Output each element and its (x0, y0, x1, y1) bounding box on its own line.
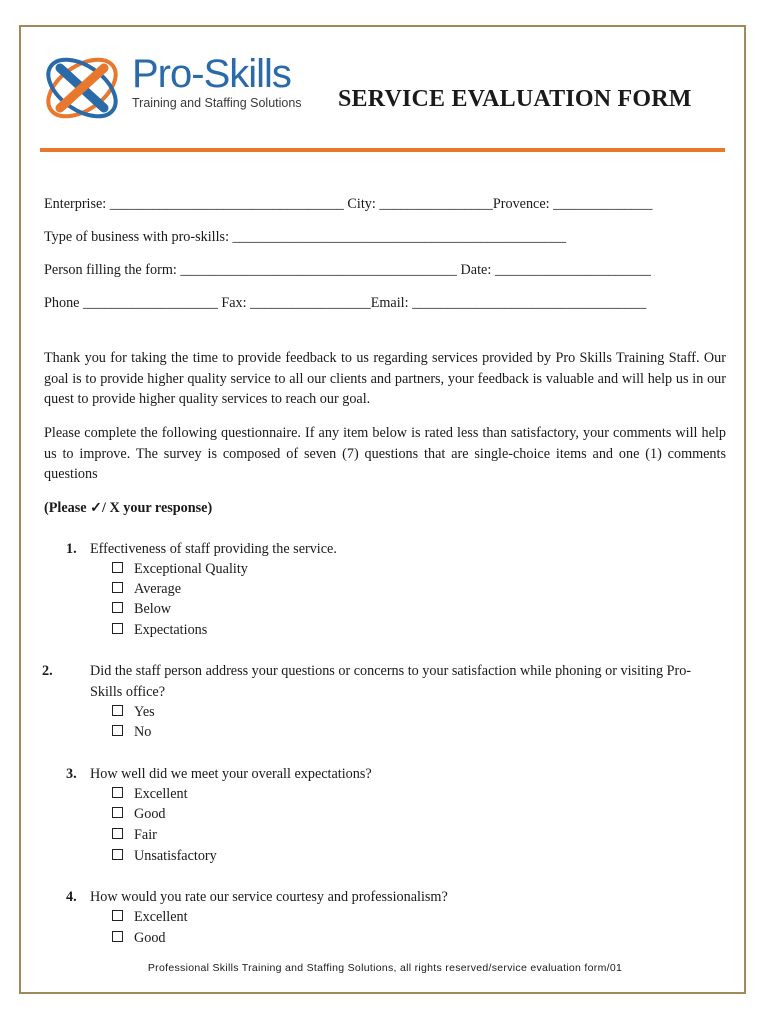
field-row-enterprise-city-province[interactable]: Enterprise: _________________________________ City: ________________Provence: ______________ (44, 196, 653, 212)
checkbox-icon[interactable] (112, 787, 123, 798)
option-fair[interactable]: Fair (112, 825, 157, 845)
page-footer: Professional Skills Training and Staffing Solutions, all rights reserved/service evaluation form/01 (147, 962, 623, 974)
question-2 (42, 661, 716, 702)
logo-text (132, 54, 302, 110)
question-text: How would you rate our service courtesy and professionalism? (90, 889, 448, 905)
form-title: SERVICE EVALUATION FORM (338, 86, 692, 112)
option-excellent[interactable]: Excellent (112, 907, 188, 927)
option-excellent[interactable]: Excellent (112, 784, 188, 804)
question-text: Effectiveness of staff providing the service. (90, 541, 337, 557)
question-1 (66, 539, 716, 560)
instructions-paragraph: Please complete the following questionnaire. If any item below is rated less than satisfactory, your comments will help us to improve. The survey is composed of seven (7) questions that are single-choice items and one (1) comments questions (44, 425, 726, 482)
option-unsatisfactory[interactable]: Unsatisfactory (112, 846, 217, 866)
checkbox-icon[interactable] (112, 582, 123, 593)
checkbox-icon[interactable] (112, 931, 123, 942)
checkbox-icon[interactable] (112, 828, 123, 839)
field-row-business-type[interactable]: Type of business with pro-skills: _______________________________________________ (44, 229, 566, 245)
checkbox-icon[interactable] (112, 849, 123, 860)
question-3 (66, 764, 716, 785)
checkbox-icon[interactable] (112, 705, 123, 716)
question-number: 2. (42, 663, 53, 679)
question-number: 4. (66, 889, 77, 905)
logo-name: Pro-Skills (132, 52, 291, 96)
question-4 (66, 887, 716, 908)
option-no[interactable]: No (112, 722, 151, 742)
question-number: 3. (66, 766, 77, 782)
logo-tagline: Training and Staffing Solutions (132, 96, 302, 110)
option-below[interactable]: Below (112, 599, 171, 619)
field-row-phone-fax-email[interactable]: Phone ___________________ Fax: _________________Email: _________________________________ (44, 295, 647, 311)
option-expectations[interactable]: Expectations (112, 620, 207, 640)
checkbox-icon[interactable] (112, 807, 123, 818)
intro-paragraph: Thank you for taking the time to provide feedback to us regarding services provided by Pro Skills Training Staff. Our goal is to provide higher quality service to all our clients and partners, your feedback is valuable and will help us in our quest to provide higher quality services to reach our goal. (44, 350, 726, 407)
checkbox-icon[interactable] (112, 623, 123, 634)
checkbox-icon[interactable] (112, 725, 123, 736)
option-average[interactable]: Average (112, 579, 181, 599)
checkbox-icon[interactable] (112, 910, 123, 921)
response-note: (Please ✓/ X your response) (44, 500, 213, 516)
option-exceptional-quality[interactable]: Exceptional Quality (112, 559, 248, 579)
checkbox-icon[interactable] (112, 602, 123, 613)
question-text: How well did we meet your overall expectations? (90, 766, 372, 782)
checkbox-icon[interactable] (112, 562, 123, 573)
option-good[interactable]: Good (112, 928, 166, 948)
header-divider (40, 148, 725, 152)
field-row-person-date[interactable]: Person filling the form: _______________________________________ Date: ______________________ (44, 262, 651, 278)
option-yes[interactable]: Yes (112, 702, 155, 722)
question-number: 1. (66, 541, 77, 557)
option-good[interactable]: Good (112, 804, 166, 824)
question-text: Did the staff person address your questions or concerns to your satisfaction while phoning or visiting Pro-Skills office? (90, 663, 692, 700)
